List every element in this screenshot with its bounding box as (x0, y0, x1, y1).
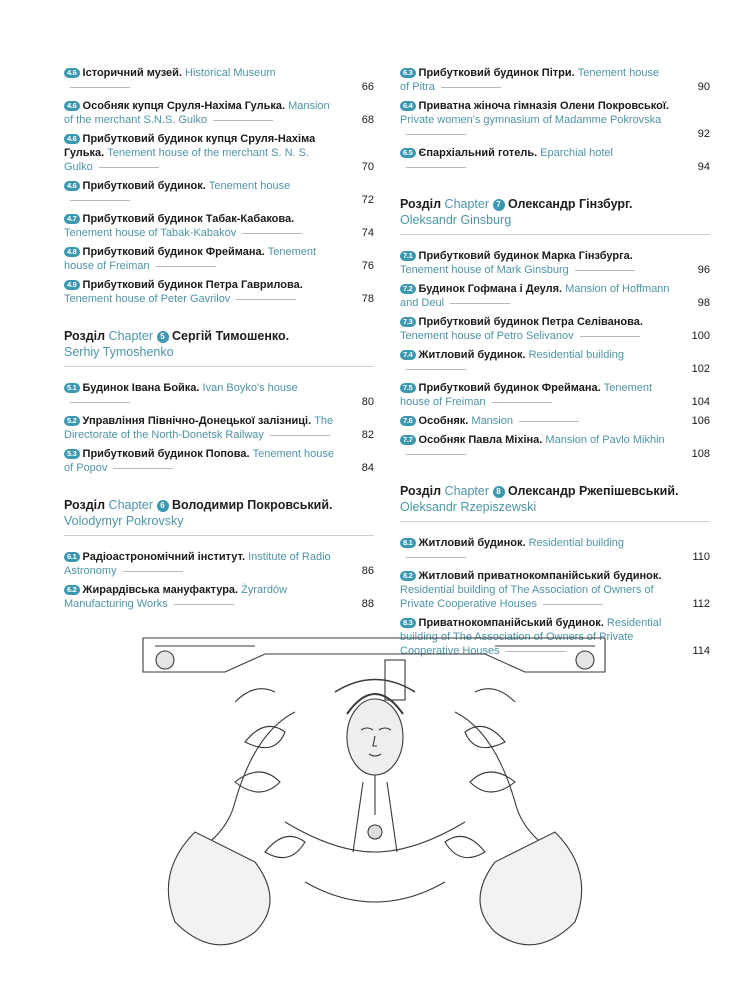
dot-leader (213, 119, 273, 121)
entry-title-ua: Житловий приватнокомпанійський будинок. (418, 570, 662, 582)
entry-title-ua: Радіоастрономічний інститут. (82, 551, 246, 563)
toc-entry-text (400, 536, 710, 564)
page-number: 98 (697, 297, 710, 309)
page-number: 108 (691, 448, 710, 460)
entry-title-ua: Прибутковий будинок Попова. (82, 448, 250, 460)
section-number-badge: 6.4 (400, 101, 416, 111)
entry-title-en: Tenement house of Freiman (400, 382, 653, 408)
dot-leader (519, 420, 579, 422)
chapter-author-en: Serhiy Tymoshenko (64, 344, 374, 367)
toc-entry[interactable] (400, 249, 710, 277)
dot-leader (70, 86, 130, 88)
dot-leader (236, 298, 296, 300)
entry-title-en: Tenement house of Popov (64, 448, 334, 474)
page-number: 94 (697, 161, 710, 173)
toc-group (400, 66, 710, 174)
entry-title-ua: Приватнокомпанійський будинок. (418, 617, 604, 629)
entry-title-en: Mansion (471, 415, 513, 427)
page-number: 110 (692, 551, 710, 563)
entry-title-en: Mansion of Hoffmann and Deul (400, 283, 670, 309)
dot-leader (441, 86, 501, 88)
art-nouveau-mascaron-illustration-icon (135, 632, 615, 984)
entry-title-ua: Управління Північно-Донецької залізниці. (82, 415, 312, 427)
entry-title-en: Mansion of Pavlo Mikhin (545, 434, 665, 446)
section-number-badge: 4.6 (64, 68, 80, 78)
toc-entry-text (400, 569, 710, 611)
section-number-badge: 7.2 (400, 284, 416, 294)
section-number-badge: 5.1 (64, 383, 80, 393)
chapter-label-en: Chapter (444, 484, 490, 498)
page-number: 96 (697, 264, 710, 276)
section-number-badge: 8.3 (400, 618, 416, 628)
chapter-heading-6 (64, 497, 374, 536)
dot-leader (406, 133, 466, 135)
entry-title-en: Tenement house of the merchant S. N. S. Gulko (64, 147, 310, 173)
toc-entry[interactable] (64, 179, 374, 207)
section-number-badge: 7.7 (400, 435, 416, 445)
chapter-heading-5 (64, 328, 374, 367)
entry-title-ua: Особняк Павла Міхіна. (418, 434, 543, 446)
page-number: 92 (697, 128, 710, 140)
chapter-number-badge: 7 (493, 199, 505, 211)
chapter-label-ua: Розділ (64, 329, 106, 343)
toc-entry-text (64, 278, 374, 306)
toc-entry-text (64, 414, 374, 442)
entry-title-en: Residential building (528, 349, 625, 361)
toc-entry-text (64, 212, 374, 240)
toc-entry-text (400, 348, 710, 376)
dot-leader (70, 401, 130, 403)
entry-title-en: Tenement house of Petro Selivanov (400, 330, 574, 342)
entry-title-ua: Єпархіальний готель. (418, 147, 538, 159)
toc-group (64, 381, 374, 475)
dot-leader (406, 453, 466, 455)
toc-entry[interactable] (64, 245, 374, 273)
dot-leader (174, 603, 234, 605)
entry-title-ua: Особняк. (418, 415, 469, 427)
page-number: 74 (361, 227, 374, 239)
toc-entry[interactable] (400, 146, 710, 174)
toc-entry-text (400, 146, 710, 174)
toc-entry[interactable] (400, 66, 710, 94)
toc-entry-text (400, 381, 710, 409)
section-number-badge: 5.2 (64, 416, 80, 426)
dot-leader (406, 556, 466, 558)
chapter-author-ua: Сергій Тимошенко. (172, 329, 290, 343)
page-number: 88 (361, 598, 374, 610)
toc-entry[interactable] (400, 282, 710, 310)
entry-title-en: Mansion of the merchant S.N.S. Gulko (64, 100, 330, 126)
chapter-heading-8 (400, 483, 710, 522)
toc-entry[interactable] (400, 381, 710, 409)
entry-title-en: Tenement house (208, 180, 291, 192)
dot-leader (575, 269, 635, 271)
page-number: 80 (361, 396, 374, 408)
chapter-label-ua: Розділ (400, 484, 442, 498)
section-number-badge: 7.1 (400, 251, 416, 261)
page-number: 104 (691, 396, 710, 408)
toc-entry[interactable] (400, 569, 710, 611)
chapter-label-ua: Розділ (64, 498, 106, 512)
entry-title-en: Żyrardów Manufacturing Works (64, 584, 288, 610)
entry-title-en: Tenement house of Freiman (64, 246, 317, 272)
page-number: 90 (697, 81, 710, 93)
toc-entry-text (400, 66, 710, 94)
chapter-author-en: Oleksandr Ginsburg (400, 212, 710, 235)
toc-entry-text (64, 447, 374, 475)
entry-title-ua: Жирардівська мануфактура. (82, 584, 239, 596)
toc-entry[interactable] (400, 315, 710, 343)
toc-entry-text (400, 414, 710, 428)
toc-entry[interactable] (64, 381, 374, 409)
entry-title-ua: Прибутковий будинок Петра Гаврилова. (82, 279, 303, 291)
chapter-label-en: Chapter (444, 197, 490, 211)
toc-entry[interactable] (64, 583, 374, 611)
toc-entry[interactable] (64, 212, 374, 240)
entry-title-en: Private women's gymnasium of Madamme Pokrovska (400, 114, 662, 126)
toc-entry[interactable] (400, 348, 710, 376)
page-number: 68 (361, 114, 374, 126)
chapter-author-en: Volodymyr Pokrovsky (64, 513, 374, 536)
dot-leader (492, 401, 552, 403)
section-number-badge: 6.1 (64, 552, 80, 562)
toc-entry-text (64, 583, 374, 611)
dot-leader (70, 199, 130, 201)
section-number-badge: 4.7 (64, 214, 80, 224)
toc-group (64, 66, 374, 306)
toc-entry[interactable] (64, 99, 374, 127)
entry-title-en: Institute of Radio Astronomy (64, 551, 331, 577)
entry-title-en: Residential building of The Association of Owners of Private Cooperative Houses (400, 584, 654, 610)
page-number: 114 (692, 645, 710, 657)
toc-entry[interactable] (64, 278, 374, 306)
section-number-badge: 4.6 (64, 101, 80, 111)
page-number: 72 (361, 194, 374, 206)
entry-title-ua: Прибутковий будинок Марка Гінзбурга. (418, 250, 633, 262)
entry-title-ua: Прибутковий будинок. (82, 180, 206, 192)
page-number: 106 (691, 415, 710, 427)
entry-title-ua: Житловий будинок. (418, 349, 526, 361)
entry-title-ua: Прибутковий будинок Пітри. (418, 67, 575, 79)
toc-entry-text (64, 245, 374, 273)
toc-left-column (64, 66, 374, 616)
chapter-number-badge: 5 (157, 331, 169, 343)
page-number: 82 (361, 429, 374, 441)
toc-entry[interactable] (64, 132, 374, 174)
entry-title-ua: Прибутковий будинок Петра Селіванова. (418, 316, 643, 328)
dot-leader (406, 368, 466, 370)
toc-group (64, 550, 374, 611)
toc-entry[interactable] (400, 99, 710, 141)
chapter-number-badge: 6 (157, 500, 169, 512)
toc-entry-text (400, 249, 710, 277)
section-number-badge: 6.5 (400, 148, 416, 158)
entry-title-en: Tenement house of Tabak-Kabakov (64, 227, 237, 239)
toc-entry-text (400, 315, 710, 343)
page-number: 112 (692, 598, 710, 610)
toc-entry-text (64, 99, 374, 127)
entry-title-ua: Житловий будинок. (418, 537, 526, 549)
entry-title-en: Tenement house of Pitra (400, 67, 660, 93)
toc-entry[interactable] (64, 414, 374, 442)
page-number: 100 (691, 330, 710, 342)
section-number-badge: 8.2 (400, 571, 416, 581)
toc-entry-text (64, 381, 374, 409)
toc-entry-text (400, 99, 710, 141)
entry-title-en: Residential building of The Association of Owners of Private Cooperative Houses (400, 617, 662, 657)
section-number-badge: 7.3 (400, 317, 416, 327)
chapter-heading-7 (400, 196, 710, 235)
toc-entry-text (400, 282, 710, 310)
section-number-badge: 7.6 (400, 416, 416, 426)
dot-leader (406, 166, 466, 168)
entry-title-en: Historical Museum (185, 67, 276, 79)
page-number: 78 (361, 293, 374, 305)
toc-entry[interactable] (64, 447, 374, 475)
dot-leader (99, 166, 159, 168)
section-number-badge: 5.3 (64, 449, 80, 459)
dot-leader (270, 434, 330, 436)
dot-leader (580, 335, 640, 337)
dot-leader (450, 302, 510, 304)
section-number-badge: 6.3 (400, 68, 416, 78)
entry-title-en: Tenement house of Mark Ginsburg (400, 264, 569, 276)
entry-title-ua: Прибутковий будинок Фреймана. (418, 382, 601, 394)
entry-title-ua: Будинок Івана Бойка. (82, 382, 200, 394)
toc-entry[interactable] (64, 66, 374, 94)
toc-entry[interactable] (400, 536, 710, 564)
section-number-badge: 4.6 (64, 134, 80, 144)
section-number-badge: 6.2 (64, 585, 80, 595)
section-number-badge: 4.8 (64, 247, 80, 257)
entry-title-en: Tenement house of Peter Gavrilov (64, 293, 231, 305)
chapter-label-en: Chapter (108, 498, 154, 512)
entry-title-en: Residential building (528, 537, 625, 549)
page-number: 66 (361, 81, 374, 93)
toc-entry-text (64, 132, 374, 174)
entry-title-ua: Особняк купця Сруля-Нахіма Гулька. (82, 100, 286, 112)
entry-title-ua: Прибутковий будинок купця Сруля-Нахіма Гулька. (64, 133, 316, 159)
toc-entry-text (400, 433, 710, 461)
page-number: 102 (691, 363, 710, 375)
chapter-label-ua: Розділ (400, 197, 442, 211)
toc-right-column (400, 66, 710, 663)
toc-entry[interactable] (400, 433, 710, 461)
chapter-label-en: Chapter (108, 329, 154, 343)
chapter-author-ua: Володимир Покровський. (172, 498, 333, 512)
entry-title-en: Eparchial hotel (540, 147, 613, 159)
dot-leader (242, 232, 302, 234)
dot-leader (543, 603, 603, 605)
section-number-badge: 8.1 (400, 538, 416, 548)
entry-title-en: The Directorate of the North-Donetsk Railway (64, 415, 334, 441)
dot-leader (123, 570, 183, 572)
toc-entry[interactable] (400, 414, 710, 428)
dot-leader (113, 467, 173, 469)
section-number-badge: 7.4 (400, 350, 416, 360)
dot-leader (156, 265, 216, 267)
toc-entry-text (64, 179, 374, 207)
toc-group (400, 249, 710, 461)
page-number: 70 (361, 161, 374, 173)
entry-title-ua: Історичний музей. (82, 67, 182, 79)
chapter-author-ua: Олександр Гінзбург. (508, 197, 633, 211)
page-number: 84 (361, 462, 374, 474)
entry-title-ua: Прибутковий будинок Фреймана. (82, 246, 265, 258)
section-number-badge: 4.6 (64, 181, 80, 191)
toc-entry-text (64, 66, 374, 94)
entry-title-ua: Приватна жіноча гімназія Олени Покровської. (418, 100, 670, 112)
page-number: 76 (361, 260, 374, 272)
chapter-author-en: Oleksandr Rzepiszewski (400, 499, 710, 522)
section-number-badge: 4.9 (64, 280, 80, 290)
section-number-badge: 7.5 (400, 383, 416, 393)
entry-title-en: Ivan Boyko's house (202, 382, 298, 394)
toc-entry[interactable] (64, 550, 374, 578)
entry-title-ua: Будинок Гофмана і Деуля. (418, 283, 563, 295)
page-number: 86 (361, 565, 374, 577)
chapter-number-badge: 8 (493, 486, 505, 498)
toc-entry-text (64, 550, 374, 578)
chapter-author-ua: Олександр Ржепішевський. (508, 484, 679, 498)
entry-title-ua: Прибутковий будинок Табак-Кабакова. (82, 213, 295, 225)
